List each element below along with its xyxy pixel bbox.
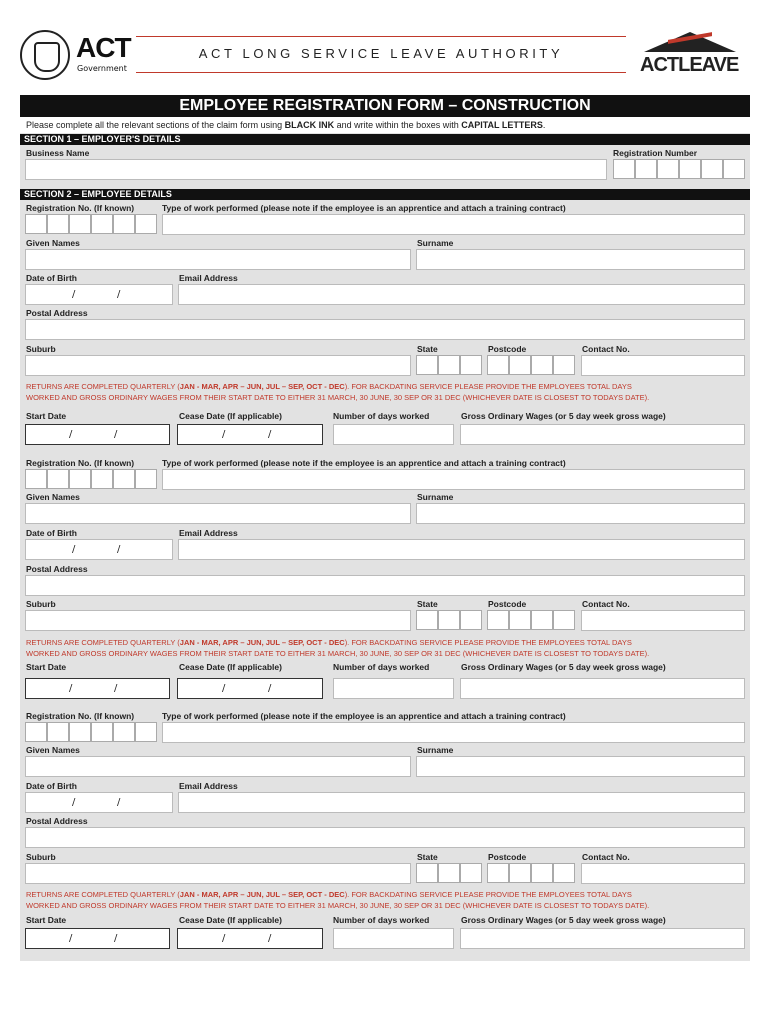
state-label: State [417, 344, 438, 354]
type-of-work-label: Type of work performed (please note if the employee is an apprentice and attach a training contract) [162, 203, 566, 213]
divider [136, 36, 626, 37]
registration-number-input[interactable] [613, 159, 745, 179]
cease-date-input[interactable] [177, 678, 323, 699]
postal-address-input[interactable] [25, 575, 745, 596]
postcode-input[interactable] [487, 355, 575, 375]
postal-address-input[interactable] [25, 827, 745, 848]
postcode-label: Postcode [488, 852, 527, 862]
suburb-input[interactable] [25, 610, 411, 631]
type-of-work-label: Type of work performed (please note if the employee is an apprentice and attach a training contract) [162, 458, 566, 468]
gross-wages-label: Gross Ordinary Wages (or 5 day week gross wage) [461, 915, 666, 925]
cease-date-label: Cease Date (If applicable) [179, 662, 282, 672]
postcode-input[interactable] [487, 863, 575, 883]
state-label: State [417, 599, 438, 609]
postcode-label: Postcode [488, 344, 527, 354]
contact-label: Contact No. [582, 599, 630, 609]
quarterly-returns-notice: RETURNS ARE COMPLETED QUARTERLY (JAN - MAR, APR – JUN, JUL – SEP, OCT - DEC). FOR BACKDATING SERVICE PLEASE PROVIDE THE EMPLOYEES TOTAL DAYS WORKED AND GROSS ORDINARY WAGES FROM THEIR START DATE TO EITHER 31 MARCH, 30 JUNE, 30 SEP OR 31 DEC (WHICHEVER DATE IS CLOSEST TO TODAYS DATE). [26, 890, 650, 910]
email-input[interactable] [178, 539, 745, 560]
state-label: State [417, 852, 438, 862]
postcode-cell[interactable] [553, 610, 575, 630]
date-separator: / [69, 683, 73, 694]
registration-no-cell[interactable] [25, 214, 47, 234]
date-separator: / [268, 683, 272, 694]
instructions: Please complete all the relevant sections of the claim form using BLACK INK and write within the boxes with CAPITAL LETTERS. [26, 120, 546, 130]
section-2-heading: SECTION 2 – EMPLOYEE DETAILS [20, 189, 750, 200]
days-worked-input[interactable] [333, 928, 454, 949]
email-label: Email Address [179, 273, 238, 283]
state-cell[interactable] [416, 355, 438, 375]
state-input[interactable] [416, 610, 482, 630]
dob-label: Date of Birth [26, 273, 77, 283]
page-header [0, 0, 770, 92]
actleave-logo [638, 30, 742, 80]
registration-number-cell[interactable] [701, 159, 723, 179]
date-separator: / [117, 797, 121, 808]
registration-no-cell[interactable] [25, 722, 47, 742]
employee-registration-no-input[interactable] [25, 214, 157, 234]
state-cell[interactable] [416, 863, 438, 883]
contact-input[interactable] [581, 610, 745, 631]
type-of-work-label: Type of work performed (please note if the employee is an apprentice and attach a training contract) [162, 711, 566, 721]
registration-no-cell[interactable] [69, 722, 91, 742]
registration-no-cell[interactable] [91, 722, 113, 742]
act-logo-subtext: Government [77, 64, 127, 73]
days-worked-label: Number of days worked [333, 662, 430, 672]
postcode-cell[interactable] [531, 863, 553, 883]
suburb-input[interactable] [25, 355, 411, 376]
date-separator: / [268, 429, 272, 440]
surname-input[interactable] [416, 756, 745, 777]
registration-no-cell[interactable] [135, 469, 157, 489]
divider [136, 72, 626, 73]
date-separator: / [268, 933, 272, 944]
date-separator: / [72, 544, 76, 555]
days-worked-input[interactable] [333, 424, 454, 445]
postal-label: Postal Address [26, 564, 88, 574]
suburb-input[interactable] [25, 863, 411, 884]
dob-input[interactable] [25, 792, 173, 813]
date-separator: / [114, 933, 118, 944]
registration-no-label: Registration No. (If known) [26, 711, 135, 721]
email-input[interactable] [178, 792, 745, 813]
date-separator: / [222, 429, 226, 440]
postcode-cell[interactable] [553, 355, 575, 375]
postcode-cell[interactable] [509, 610, 531, 630]
given-names-label: Given Names [26, 745, 80, 755]
contact-input[interactable] [581, 863, 745, 884]
form-title: EMPLOYEE REGISTRATION FORM – CONSTRUCTION [20, 95, 750, 117]
employee-registration-no-input[interactable] [25, 469, 157, 489]
gross-wages-label: Gross Ordinary Wages (or 5 day week gross wage) [461, 662, 666, 672]
registration-no-cell[interactable] [69, 214, 91, 234]
suburb-label: Suburb [26, 852, 56, 862]
cease-date-label: Cease Date (If applicable) [179, 915, 282, 925]
surname-label: Surname [417, 492, 454, 502]
date-separator: / [114, 429, 118, 440]
dob-input[interactable] [25, 539, 173, 560]
state-cell[interactable] [460, 863, 482, 883]
date-separator: / [114, 683, 118, 694]
email-label: Email Address [179, 528, 238, 538]
days-worked-label: Number of days worked [333, 411, 430, 421]
surname-input[interactable] [416, 503, 745, 524]
date-separator: / [72, 289, 76, 300]
suburb-label: Suburb [26, 599, 56, 609]
gross-wages-input[interactable] [460, 424, 745, 445]
registration-no-cell[interactable] [91, 214, 113, 234]
contact-input[interactable] [581, 355, 745, 376]
postcode-cell[interactable] [531, 610, 553, 630]
given-names-input[interactable] [25, 503, 411, 524]
type-of-work-input[interactable] [162, 469, 745, 490]
postcode-cell[interactable] [509, 863, 531, 883]
registration-number-cell[interactable] [679, 159, 701, 179]
contact-label: Contact No. [582, 344, 630, 354]
state-cell[interactable] [460, 355, 482, 375]
act-logo-text: ACT [76, 32, 131, 63]
business-name-label: Business Name [26, 148, 90, 158]
days-worked-input[interactable] [333, 678, 454, 699]
given-names-label: Given Names [26, 492, 80, 502]
postcode-cell[interactable] [487, 863, 509, 883]
registration-no-cell[interactable] [47, 722, 69, 742]
email-label: Email Address [179, 781, 238, 791]
cease-date-label: Cease Date (If applicable) [179, 411, 282, 421]
gross-wages-label: Gross Ordinary Wages (or 5 day week gross wage) [461, 411, 666, 421]
registration-number-cell[interactable] [657, 159, 679, 179]
dob-label: Date of Birth [26, 781, 77, 791]
state-input[interactable] [416, 863, 482, 883]
registration-number-cell[interactable] [635, 159, 657, 179]
email-input[interactable] [178, 284, 745, 305]
postal-label: Postal Address [26, 816, 88, 826]
given-names-input[interactable] [25, 249, 411, 270]
surname-input[interactable] [416, 249, 745, 270]
postal-address-input[interactable] [25, 319, 745, 340]
state-cell[interactable] [438, 863, 460, 883]
surname-label: Surname [417, 745, 454, 755]
registration-no-label: Registration No. (If known) [26, 458, 135, 468]
section-1-heading: SECTION 1 – EMPLOYER'S DETAILS [20, 134, 750, 145]
postal-label: Postal Address [26, 308, 88, 318]
start-date-input[interactable] [25, 424, 170, 445]
registration-no-cell[interactable] [69, 469, 91, 489]
postcode-cell[interactable] [487, 355, 509, 375]
cease-date-input[interactable] [177, 424, 323, 445]
gross-wages-input[interactable] [460, 678, 745, 699]
registration-no-cell[interactable] [47, 469, 69, 489]
state-cell[interactable] [416, 610, 438, 630]
cease-date-input[interactable] [177, 928, 323, 949]
act-government-logo [20, 30, 130, 82]
given-names-input[interactable] [25, 756, 411, 777]
start-date-label: Start Date [26, 411, 67, 421]
postcode-cell[interactable] [509, 355, 531, 375]
surname-label: Surname [417, 238, 454, 248]
start-date-input[interactable] [25, 928, 170, 949]
type-of-work-input[interactable] [162, 214, 745, 235]
start-date-input[interactable] [25, 678, 170, 699]
registration-no-cell[interactable] [135, 722, 157, 742]
registration-no-cell[interactable] [113, 214, 135, 234]
quarterly-returns-notice: RETURNS ARE COMPLETED QUARTERLY (JAN - MAR, APR – JUN, JUL – SEP, OCT - DEC). FOR BACKDATING SERVICE PLEASE PROVIDE THE EMPLOYEES TOTAL DAYS WORKED AND GROSS ORDINARY WAGES FROM THEIR START DATE TO EITHER 31 MARCH, 30 JUNE, 30 SEP OR 31 DEC (WHICHEVER DATE IS CLOSEST TO TODAYS DATE). [26, 638, 650, 658]
employee-registration-no-input[interactable] [25, 722, 157, 742]
postcode-label: Postcode [488, 599, 527, 609]
registration-no-cell[interactable] [113, 469, 135, 489]
dob-input[interactable] [25, 284, 173, 305]
registration-no-cell[interactable] [47, 214, 69, 234]
state-cell[interactable] [438, 610, 460, 630]
start-date-label: Start Date [26, 915, 67, 925]
authority-title: ACT LONG SERVICE LEAVE AUTHORITY [198, 46, 564, 61]
postcode-cell[interactable] [553, 863, 575, 883]
date-separator: / [222, 933, 226, 944]
date-separator: / [69, 429, 73, 440]
contact-label: Contact No. [582, 852, 630, 862]
quarterly-returns-notice: RETURNS ARE COMPLETED QUARTERLY (JAN - MAR, APR – JUN, JUL – SEP, OCT - DEC). FOR BACKDATING SERVICE PLEASE PROVIDE THE EMPLOYEES TOTAL DAYS WORKED AND GROSS ORDINARY WAGES FROM THEIR START DATE TO EITHER 31 MARCH, 30 JUNE, 30 SEP OR 31 DEC (WHICHEVER DATE IS CLOSEST TO TODAYS DATE). [26, 382, 650, 402]
postcode-cell[interactable] [531, 355, 553, 375]
state-input[interactable] [416, 355, 482, 375]
registration-no-cell[interactable] [25, 469, 47, 489]
registration-number-cell[interactable] [613, 159, 635, 179]
registration-number-label: Registration Number [613, 148, 698, 158]
state-cell[interactable] [460, 610, 482, 630]
date-separator: / [117, 544, 121, 555]
date-separator: / [69, 933, 73, 944]
date-separator: / [222, 683, 226, 694]
registration-number-cell[interactable] [723, 159, 745, 179]
start-date-label: Start Date [26, 662, 67, 672]
postcode-input[interactable] [487, 610, 575, 630]
suburb-label: Suburb [26, 344, 56, 354]
date-separator: / [117, 289, 121, 300]
given-names-label: Given Names [26, 238, 80, 248]
state-cell[interactable] [438, 355, 460, 375]
registration-no-cell[interactable] [91, 469, 113, 489]
business-name-input[interactable] [25, 159, 607, 180]
date-separator: / [72, 797, 76, 808]
registration-no-cell[interactable] [135, 214, 157, 234]
days-worked-label: Number of days worked [333, 915, 430, 925]
coat-of-arms-icon [20, 30, 70, 80]
registration-no-cell[interactable] [113, 722, 135, 742]
type-of-work-input[interactable] [162, 722, 745, 743]
dob-label: Date of Birth [26, 528, 77, 538]
registration-no-label: Registration No. (If known) [26, 203, 135, 213]
gross-wages-input[interactable] [460, 928, 745, 949]
actleave-logo-text: ACTLEAVE [640, 54, 739, 76]
postcode-cell[interactable] [487, 610, 509, 630]
